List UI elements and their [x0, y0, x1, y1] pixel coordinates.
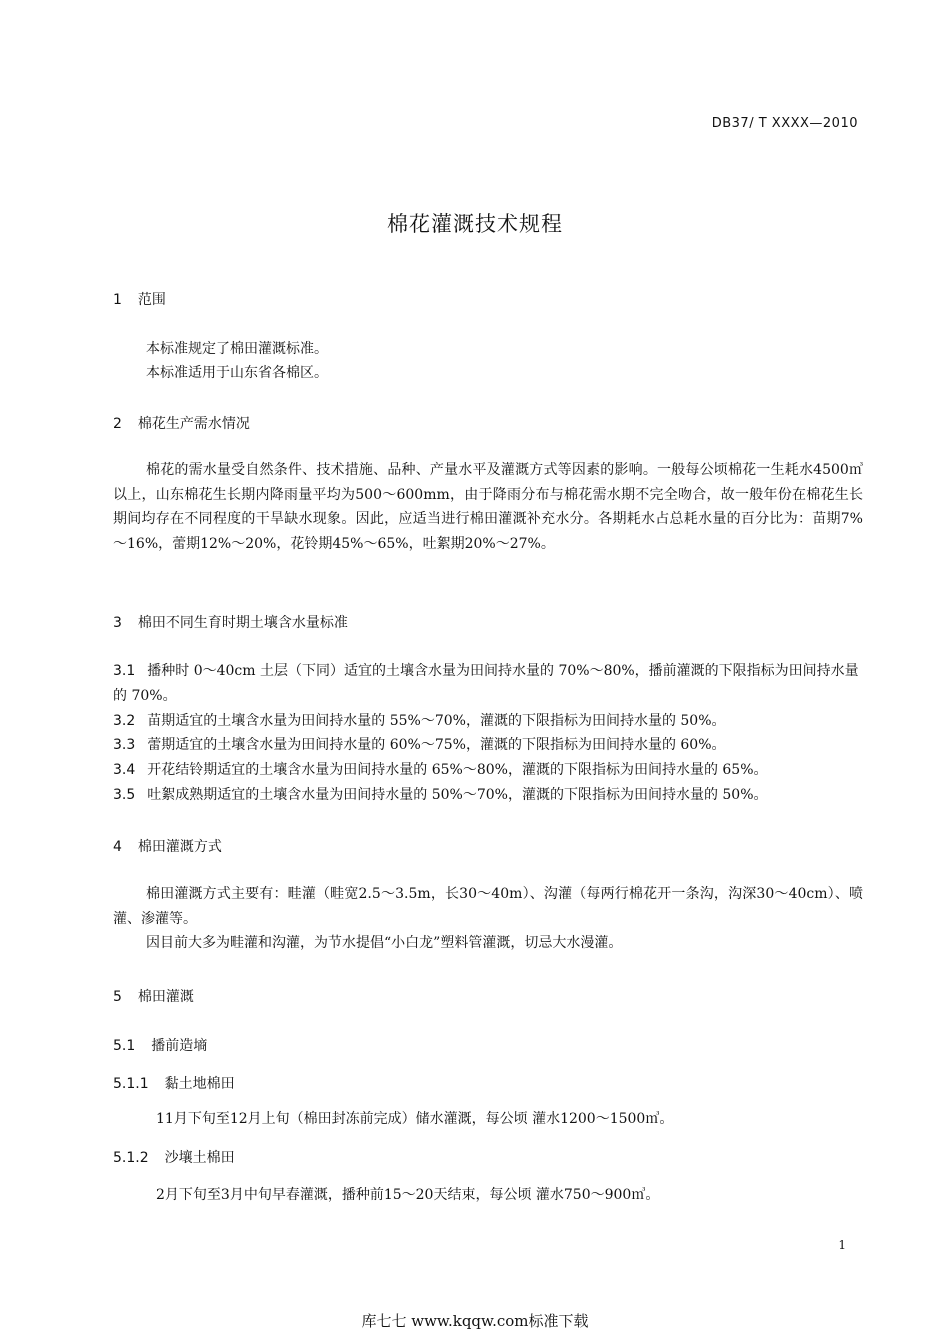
subsection-5-1-1-text: 11月下旬至12月上旬（棉田封冻前完成）储水灌溉，每公顷 灌水1200～1500㎥。 [156, 1111, 674, 1127]
section-2-paragraph: 棉花的需水量受自然条件、技术措施、品种、产量水平及灌溉方式等因素的影响。一般每公顷棉花一生耗水4500㎥ 以上，山东棉花生长期内降雨量平均为500～600mm，由于降雨分布与棉花需水期不完全吻合，故一般年份在棉花生长期间均存在不同程度的干旱缺水现象。因此，应适当进行棉田灌溉补充水分。各期耗水占总耗水量的百分比为：苗期7%～16%，蕾期12%～20%，花铃期45%～65%，吐絮期20%～27%。 [113, 462, 863, 552]
section-title: 棉田灌溉方式 [137, 839, 222, 855]
clause-text: 苗期适宜的土壤含水量为田间持水量的 55%～70%，灌溉的下限指标为田间持水量的 50%。 [147, 713, 726, 729]
section-title: 范围 [137, 292, 166, 308]
clause-3-2 [113, 709, 863, 734]
clause-number: 3.1 [113, 663, 136, 679]
section-4-paragraph-2: 因目前大多为畦灌和沟灌，为节水提倡“小白龙”塑料管灌溉，切忌大水漫灌。 [146, 935, 623, 951]
clause-3-5 [113, 783, 863, 808]
section-title: 棉田灌溉 [137, 989, 194, 1005]
page-number: 1 [838, 1238, 846, 1252]
section-5-heading [113, 986, 194, 1006]
clause-3-4 [113, 758, 863, 783]
subsection-5-1-2-text: 2月下旬至3月中旬早春灌溉，播种前15～20天结束，每公顷 灌水750～900㎥。 [156, 1187, 660, 1203]
clause-text: 蕾期适宜的土壤含水量为田间持水量的 60%～75%，灌溉的下限指标为田间持水量的 60%。 [147, 737, 726, 753]
clause-text: 播种时 0～40cm 土层（下同）适宜的土壤含水量为田间持水量的 70%～80%，播前灌溉的下限指标为田间持水量的 70%。 [113, 663, 859, 704]
document-title: 棉花灌溉技术规程 [387, 212, 563, 236]
section-1-line-1: 本标准规定了棉田灌溉标准。 [146, 341, 328, 357]
section-2-heading [113, 413, 250, 433]
section-number: 5.1.1 [113, 1076, 149, 1092]
section-number: 1 [113, 292, 122, 308]
section-4-paragraph-1: 棉田灌溉方式主要有：畦灌（畦宽2.5～3.5m，长30～40m）、沟灌（每两行棉花开一条沟，沟深30～40cm）、喷灌、渗灌等。 [113, 886, 863, 927]
section-number: 5.1 [113, 1038, 136, 1054]
section-1-line-2: 本标准适用于山东省各棉区。 [146, 365, 328, 381]
clause-3-3 [113, 733, 863, 758]
section-number: 5.1.2 [113, 1150, 149, 1166]
subsection-5-1-1-heading [113, 1073, 235, 1093]
clause-number: 3.2 [113, 713, 136, 729]
section-number: 3 [113, 615, 122, 631]
clause-number: 3.4 [113, 762, 136, 778]
section-4-heading [113, 836, 222, 856]
section-1-heading [113, 289, 166, 309]
clause-number: 3.5 [113, 787, 136, 803]
document-code: DB37/ T XXXX—2010 [711, 116, 858, 131]
section-number: 2 [113, 416, 122, 432]
section-number: 4 [113, 839, 122, 855]
clause-3-1 [113, 659, 863, 708]
clause-text: 吐絮成熟期适宜的土壤含水量为田间持水量的 50%～70%，灌溉的下限指标为田间持水量的 50%。 [147, 787, 768, 803]
clause-number: 3.3 [113, 737, 136, 753]
clause-text: 开花结铃期适宜的土壤含水量为田间持水量的 65%～80%，灌溉的下限指标为田间持水量的 65%。 [147, 762, 768, 778]
subsection-5-1-heading [113, 1035, 207, 1055]
section-3-heading [113, 612, 348, 632]
section-title: 棉花生产需水情况 [137, 416, 250, 432]
section-title: 棉田不同生育时期土壤含水量标准 [137, 615, 348, 631]
subsection-5-1-2-heading [113, 1147, 235, 1167]
section-title: 沙壤土棉田 [164, 1150, 235, 1166]
section-number: 5 [113, 989, 122, 1005]
section-title: 黏土地棉田 [164, 1076, 235, 1092]
footer-watermark-text: 库七七 www.kqqw.com标准下载 [361, 1312, 589, 1330]
section-title: 播前造墒 [151, 1038, 208, 1054]
